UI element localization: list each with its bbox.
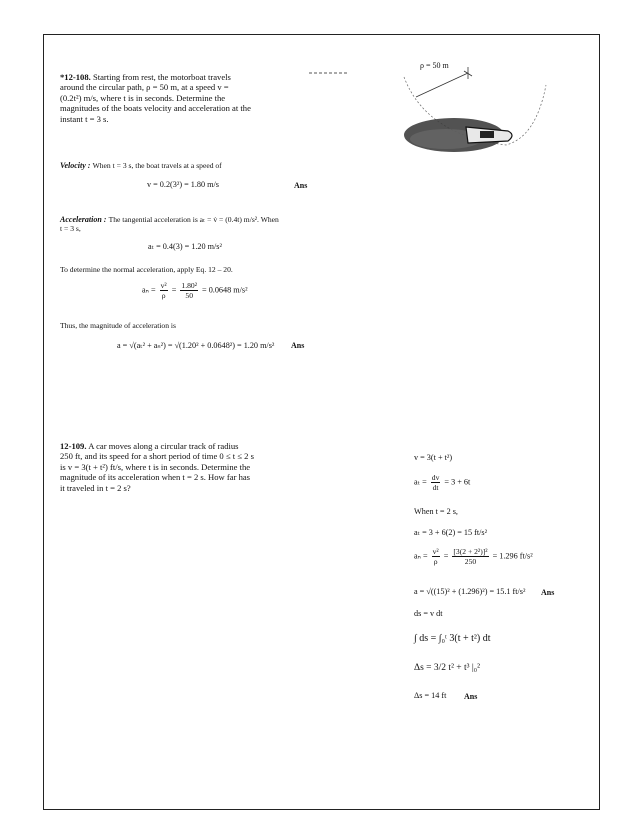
an-fraction-1 (160, 281, 168, 300)
velocity-equation: v = 0.2(3²) = 1.80 m/s (147, 180, 219, 189)
problem-109-line-5: it traveled in t = 2 s? (60, 482, 131, 493)
problem-109-number: 12-109. (60, 441, 87, 451)
tangential-accel-equation: aₜ = 0.4(3) = 1.20 m/s² (148, 242, 222, 251)
an-frac1-den: ρ (161, 291, 166, 300)
problem-108-statement (60, 72, 251, 124)
dv-dt-fraction (431, 473, 441, 492)
an-rhs-109: = 1.296 ft/s² (492, 551, 533, 561)
problem-108-line-5: instant t = 3 s. (60, 113, 109, 124)
radius-label: ρ = 50 m (420, 61, 449, 70)
velocity-answer-label: Ans (294, 181, 308, 190)
an109-fraction-2 (452, 547, 488, 566)
acceleration-magnitude-equation: a = √(aₜ² + aₙ²) = √(1.20² + 0.0648²) = 1.20 m/s² (117, 341, 275, 350)
an109-frac2-num: [3(2 + 2²)]² (453, 547, 488, 556)
tangential-accel-derivative (414, 473, 470, 492)
an-frac1-num: v² (160, 281, 167, 290)
problem-108-line-2: around the circular path, ρ = 50 m, at a speed v = (60, 82, 229, 93)
an-frac2-den: 50 (185, 291, 193, 300)
problem-109-line-2: 250 ft, and its speed for a short period of time 0 ≤ t ≤ 2 s (60, 451, 254, 462)
at-rhs: = 3 + 6t (444, 477, 471, 487)
an109-fraction-1 (432, 547, 440, 566)
velocity-text: When t = 3 s, the boat travels at a speed of (92, 161, 222, 170)
problem-108-line-1: Starting from rest, the motorboat travels (92, 72, 231, 82)
ds-equation: ds = v dt (414, 609, 443, 618)
an-frac2-num: 1.80² (181, 281, 197, 290)
velocity-heading: Velocity : (60, 161, 91, 170)
problem-109-statement (60, 441, 254, 493)
problem-109-line-4: magnitude of its acceleration when t = 2 s. How far has (60, 472, 251, 483)
an109-frac2-den: 250 (464, 557, 477, 566)
motorboat-diagram (396, 65, 551, 157)
normal-accel-text: To determine the normal acceleration, apply Eq. 12 – 20. (60, 265, 233, 274)
document-page (43, 34, 600, 810)
acceleration-line (60, 214, 279, 225)
magnitude-text: Thus, the magnitude of acceleration is (60, 321, 176, 330)
an109-frac1-den: ρ (433, 557, 438, 566)
at-lhs: aₜ = (414, 477, 427, 487)
velocity-line (60, 160, 222, 171)
an-rhs: = 0.0648 m/s² (202, 285, 248, 295)
problem-109-line-1: A car moves along a circular track of radius (88, 441, 239, 451)
acceleration-answer-label: Ans (291, 341, 305, 350)
problem-108-number: *12-108. (60, 72, 91, 82)
an109-frac1-num: v² (432, 547, 439, 556)
problem-108-line-3: (0.2t²) m/s, where t is in seconds. Determine the (60, 92, 226, 103)
dv-num: dv (431, 473, 440, 482)
acceleration-magnitude-109: a = √((15)² + (1.296)²) = 15.1 ft/s² (414, 587, 526, 596)
motorboat-figure (396, 61, 551, 157)
an-lhs-109: aₙ = (414, 551, 428, 561)
distance-answer-label: Ans (464, 692, 478, 701)
problem-109-line-3: is v = 3(t + t²) ft/s, where t is in seconds. Determine the (60, 461, 251, 472)
normal-accel-equation-109: aₙ = $\frac{\text{v²}}{\rho}$ = $\frac{\text{[3(2 + 2²)]²}}{250}$ = 1.296 ft/s² (414, 547, 533, 566)
final-distance: Δs = 14 ft (414, 691, 447, 700)
problem-108-line-4: magnitudes of the boats velocity and acceleration at the (60, 103, 251, 114)
when-text: When t = 2 s, (414, 507, 458, 516)
an-lhs: aₙ = (142, 285, 156, 295)
acceleration-answer-label-109: Ans (541, 588, 555, 597)
delta-s-equation: Δs = 3/2 t² + t³ |₀² (414, 663, 480, 673)
an-fraction-2 (180, 281, 198, 300)
scan-mark (309, 71, 349, 75)
integral-equation: ∫ ds = ∫₀ᵗ 3(t + t²) dt (414, 633, 491, 644)
tangential-accel-value: aₜ = 3 + 6(2) = 15 ft/s² (414, 528, 488, 537)
acceleration-text-2: t = 3 s, (60, 224, 81, 233)
acceleration-text-1: The tangential acceleration is aₜ = v̇ = (0.4t) m/s². When (108, 215, 279, 224)
speed-equation: v = 3(t + t²) (414, 453, 453, 462)
acceleration-heading: Acceleration : (60, 215, 107, 224)
normal-accel-equation: aₙ = $\frac{\text{v²}}{\rho}$ = $\frac{\text{1.80²}}{50}$ = 0.0648 m/s² (142, 281, 248, 300)
dt-den: dt (432, 483, 439, 492)
